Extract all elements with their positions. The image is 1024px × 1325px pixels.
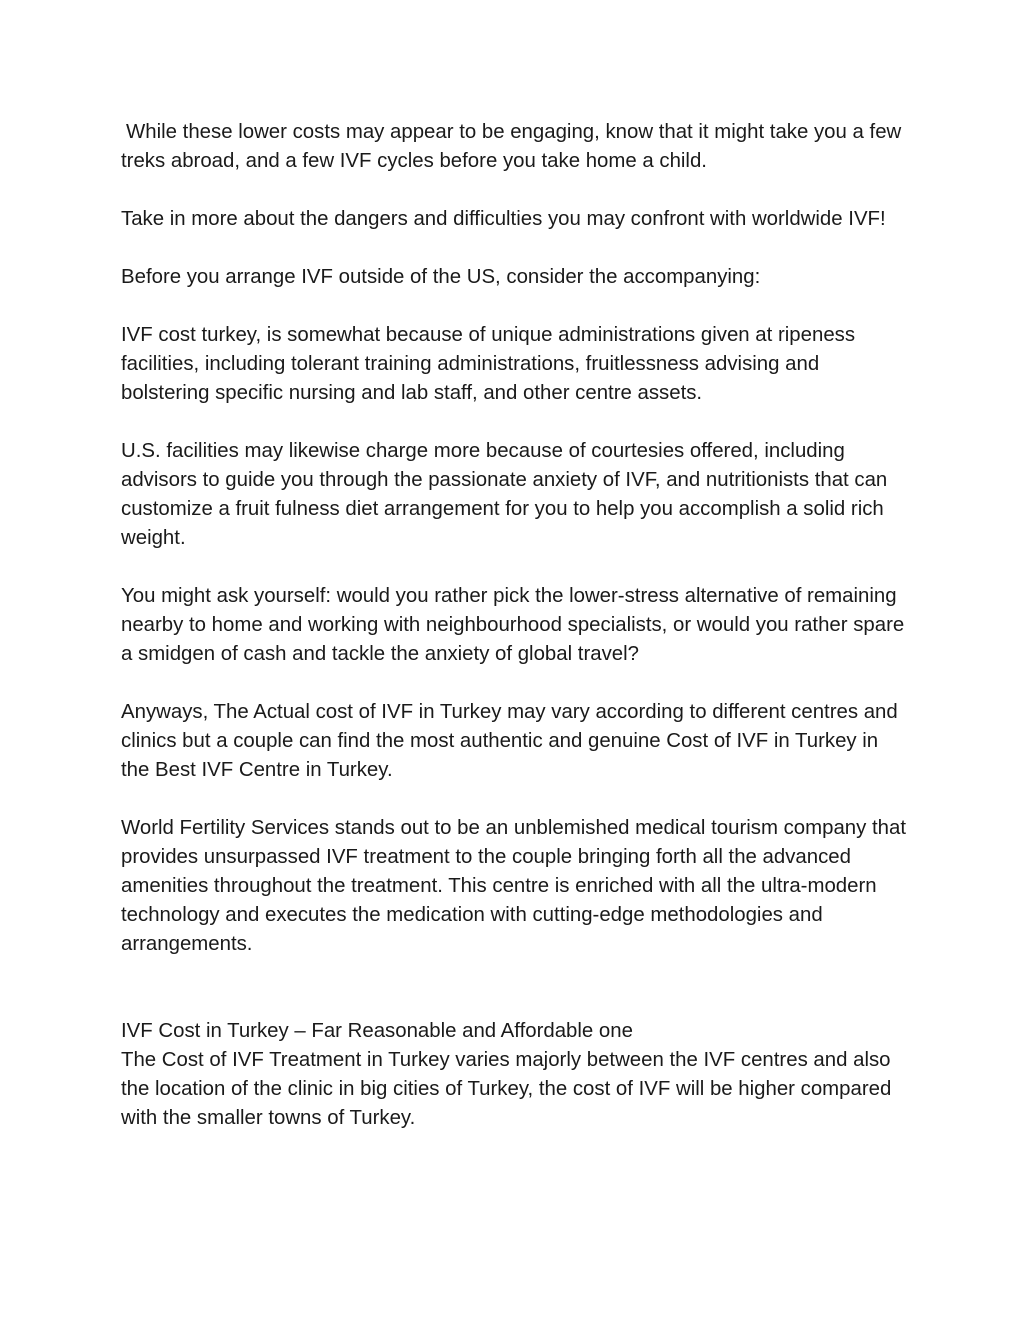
paragraph-us-facilities: U.S. facilities may likewise charge more because of courtesies offered, including advisors to guide you through the passionate anxiety of IVF, and nutritionists that can customize a fruit fulness diet arrangement for you to help you accomplish a solid rich weight. [121, 440, 888, 549]
paragraph-actual-cost: Anyways, The Actual cost of IVF in Turkey may vary according to different centres and clinics but a couple can find the most authentic and genuine Cost of IVF in Turkey in the Best IVF Centre in Turkey. [121, 701, 898, 781]
document-body [121, 118, 911, 1133]
section-body: The Cost of IVF Treatment in Turkey varies majorly between the IVF centres and also the location of the clinic in big cities of Turkey, the cost of IVF will be higher compared with the smaller towns of Turkey. [121, 1049, 892, 1129]
paragraph-world-fertility: World Fertility Services stands out to be an unblemished medical tourism company that provides unsurpassed IVF treatment to the couple bringing forth all the advanced amenities throughout the treatment. This centre is enriched with all the ultra-modern technology and executes the medication with cutting-edge methodologies and arrangements. [121, 817, 907, 955]
paragraph-lower-costs: While these lower costs may appear to be engaging, know that it might take you a few treks abroad, and a few IVF cycles before you take home a child. [121, 121, 902, 172]
paragraph-dangers: Take in more about the dangers and difficulties you may confront with worldwide IVF! [121, 208, 886, 230]
paragraph-ivf-cost-turkey: IVF cost turkey, is somewhat because of unique administrations given at ripeness facilities, including tolerant training administrations, fruitlessness advising and bolstering specific nursing and lab staff, and other centre assets. [121, 324, 856, 404]
blank-line [121, 988, 911, 1017]
paragraph-before-arrange: Before you arrange IVF outside of the US, consider the accompanying: [121, 266, 761, 288]
paragraph-ask-yourself: You might ask yourself: would you rather pick the lower-stress alternative of remaining nearby to home and working with neighbourhood specialists, or would you rather spare a smidgen of cash and tackle the anxiety of global travel? [121, 585, 905, 665]
section-heading: IVF Cost in Turkey – Far Reasonable and Affordable one [121, 1020, 633, 1042]
